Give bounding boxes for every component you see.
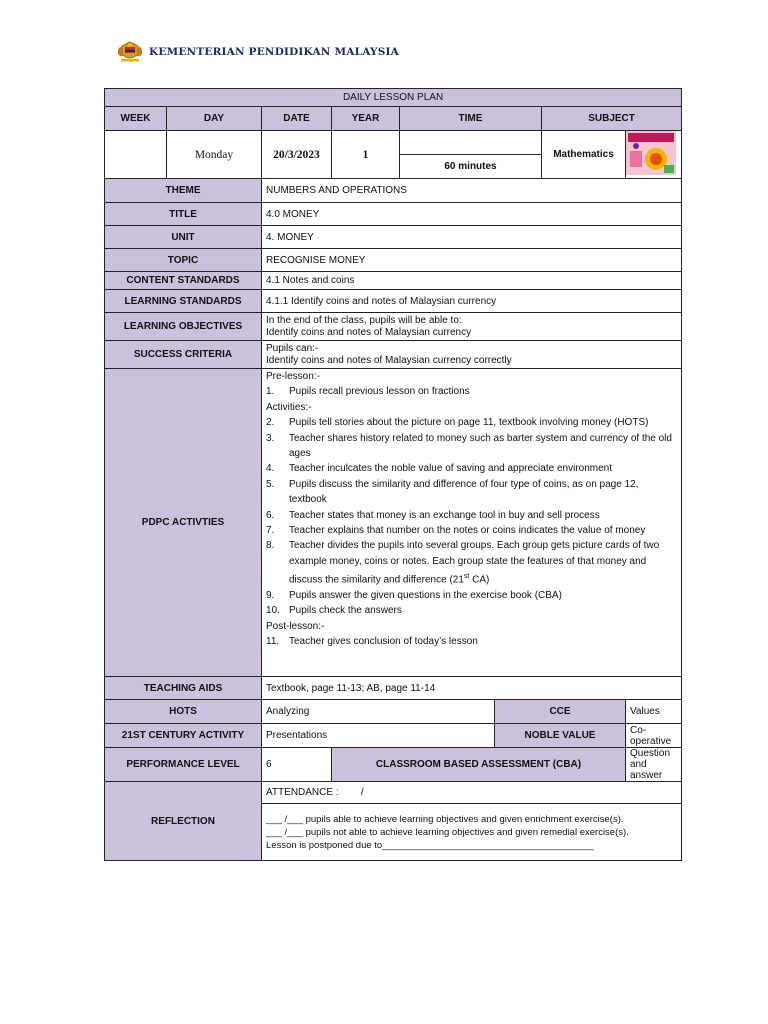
title-value[interactable]: 4.0 MONEY [262,203,682,226]
activity-item: 4. Teacher inculcates the noble value of saving and appreciate environment [266,463,612,475]
time-top-value[interactable] [400,131,542,155]
date-value[interactable]: 20/3/2023 [262,131,332,179]
activity-item: 5. Pupils discuss the similarity and difference of four type of coins, as on page 12, textbook [266,478,639,506]
theme-value[interactable]: NUMBERS AND OPERATIONS [262,179,682,203]
plan-title: DAILY LESSON PLAN [105,89,682,107]
activities-heading: Activities:- [266,401,312,413]
cba-label: CLASSROOM BASED ASSESSMENT (CBA) [332,748,626,782]
noble-value-label: NOBLE VALUE [495,724,626,748]
ministry-name: KEMENTERIAN PENDIDIKAN MALAYSIA [149,46,399,58]
learning-standards-label: LEARNING STANDARDS [105,290,262,313]
theme-label: THEME [105,179,262,203]
noble-value-value[interactable]: Co-operative [626,724,682,748]
teaching-aids-value[interactable]: Textbook, page 11-13; AB, page 11-14 [262,677,682,700]
activity-item: 8. Teacher divides the pupils into several groups. Each group gets picture cards of two example money, coins or notes. Each group state the features of that money and discuss the similarity and difference (21st CA) [266,540,660,586]
reflection-label: REFLECTION [105,782,262,861]
week-value[interactable] [105,131,167,179]
activity-item: 9. Pupils answer the given questions in the exercise book (CBA) [266,590,562,602]
success-criteria-line1: Pupils can:- [266,342,319,354]
year-value[interactable]: 1 [332,131,400,179]
col-time: TIME [400,107,542,131]
activity-item: 10. Pupils check the answers [266,605,402,617]
time-value[interactable]: 60 minutes [400,155,542,179]
teaching-aids-label: TEACHING AIDS [105,677,262,700]
learning-objectives-line1: In the end of the class, pupils will be able to: [266,314,462,326]
unit-label: UNIT [105,226,262,249]
activity-item: 7. Teacher explains that number on the notes or coins indicates the value of money [266,525,646,537]
content-standards-label: CONTENT STANDARDS [105,272,262,290]
learning-objectives-line2: Identify coins and notes of Malaysian currency [266,326,472,338]
activity-item: 1. Pupils recall previous lesson on fractions [266,386,470,398]
lesson-plan-table [104,88,682,861]
pre-lesson-heading: Pre-lesson:- [266,371,320,382]
col-day: DAY [167,107,262,131]
cba-value[interactable]: Question and answer [626,748,682,782]
century-activity-label: 21ST CENTURY ACTIVITY [105,724,262,748]
performance-level-value[interactable]: 6 [262,748,332,782]
content-standards-value[interactable]: 4.1 Notes and coins [262,272,682,290]
activity-item: 6. Teacher states that money is an exchange tool in buy and sell process [266,509,600,521]
reflection-line1: ___ /___ pupils able to achieve learning objectives and given enrichment exercise(s). [266,813,624,825]
ministry-header [117,40,399,64]
century-activity-value[interactable]: Presentations [262,724,495,748]
subject-image-cell [626,131,682,179]
success-criteria-label: SUCCESS CRITERIA [105,341,262,369]
reflection-line3: Lesson is postponed due to________________________________________ [266,839,594,851]
pdpc-activities[interactable] [262,369,682,677]
col-subject: SUBJECT [542,107,682,131]
day-value[interactable]: Monday [167,131,262,179]
reflection-line2: ___ /___ pupils not able to achieve learning objectives and given remedial exercise(s). [266,826,629,838]
hots-value[interactable]: Analyzing [262,700,495,724]
activity-item: 11. Teacher gives conclusion of today’s lesson [266,636,478,648]
attendance-field[interactable]: ATTENDANCE : / [262,782,682,804]
cce-label: CCE [495,700,626,724]
subject-value[interactable]: Mathematics [542,131,626,179]
success-criteria-line2: Identify coins and notes of Malaysian currency correctly [266,354,512,366]
performance-level-label: PERFORMANCE LEVEL [105,748,262,782]
col-week: WEEK [105,107,167,131]
malaysia-coat-of-arms-icon [117,41,143,63]
cce-value[interactable]: Values [626,700,682,724]
learning-objectives-label: LEARNING OBJECTIVES [105,313,262,341]
post-lesson-heading: Post-lesson:- [266,620,325,632]
textbook-cover-icon [626,131,676,175]
title-label: TITLE [105,203,262,226]
topic-label: TOPIC [105,249,262,272]
pdpc-label: PDPC ACTIVTIES [105,369,262,677]
success-criteria-value[interactable] [262,341,682,369]
learning-objectives-value[interactable] [262,313,682,341]
unit-value[interactable]: 4. MONEY [262,226,682,249]
col-year: YEAR [332,107,400,131]
topic-value[interactable]: RECOGNISE MONEY [262,249,682,272]
activity-item: 3. Teacher shares history related to money such as barter system and currency of the old ages [266,432,672,460]
hots-label: HOTS [105,700,262,724]
activity-item: 2. Pupils tell stories about the picture on page 11, textbook involving money (HOTS) [266,417,649,429]
reflection-notes[interactable] [262,804,682,861]
learning-standards-value[interactable]: 4.1.1 Identify coins and notes of Malaysian currency [262,290,682,313]
col-date: DATE [262,107,332,131]
